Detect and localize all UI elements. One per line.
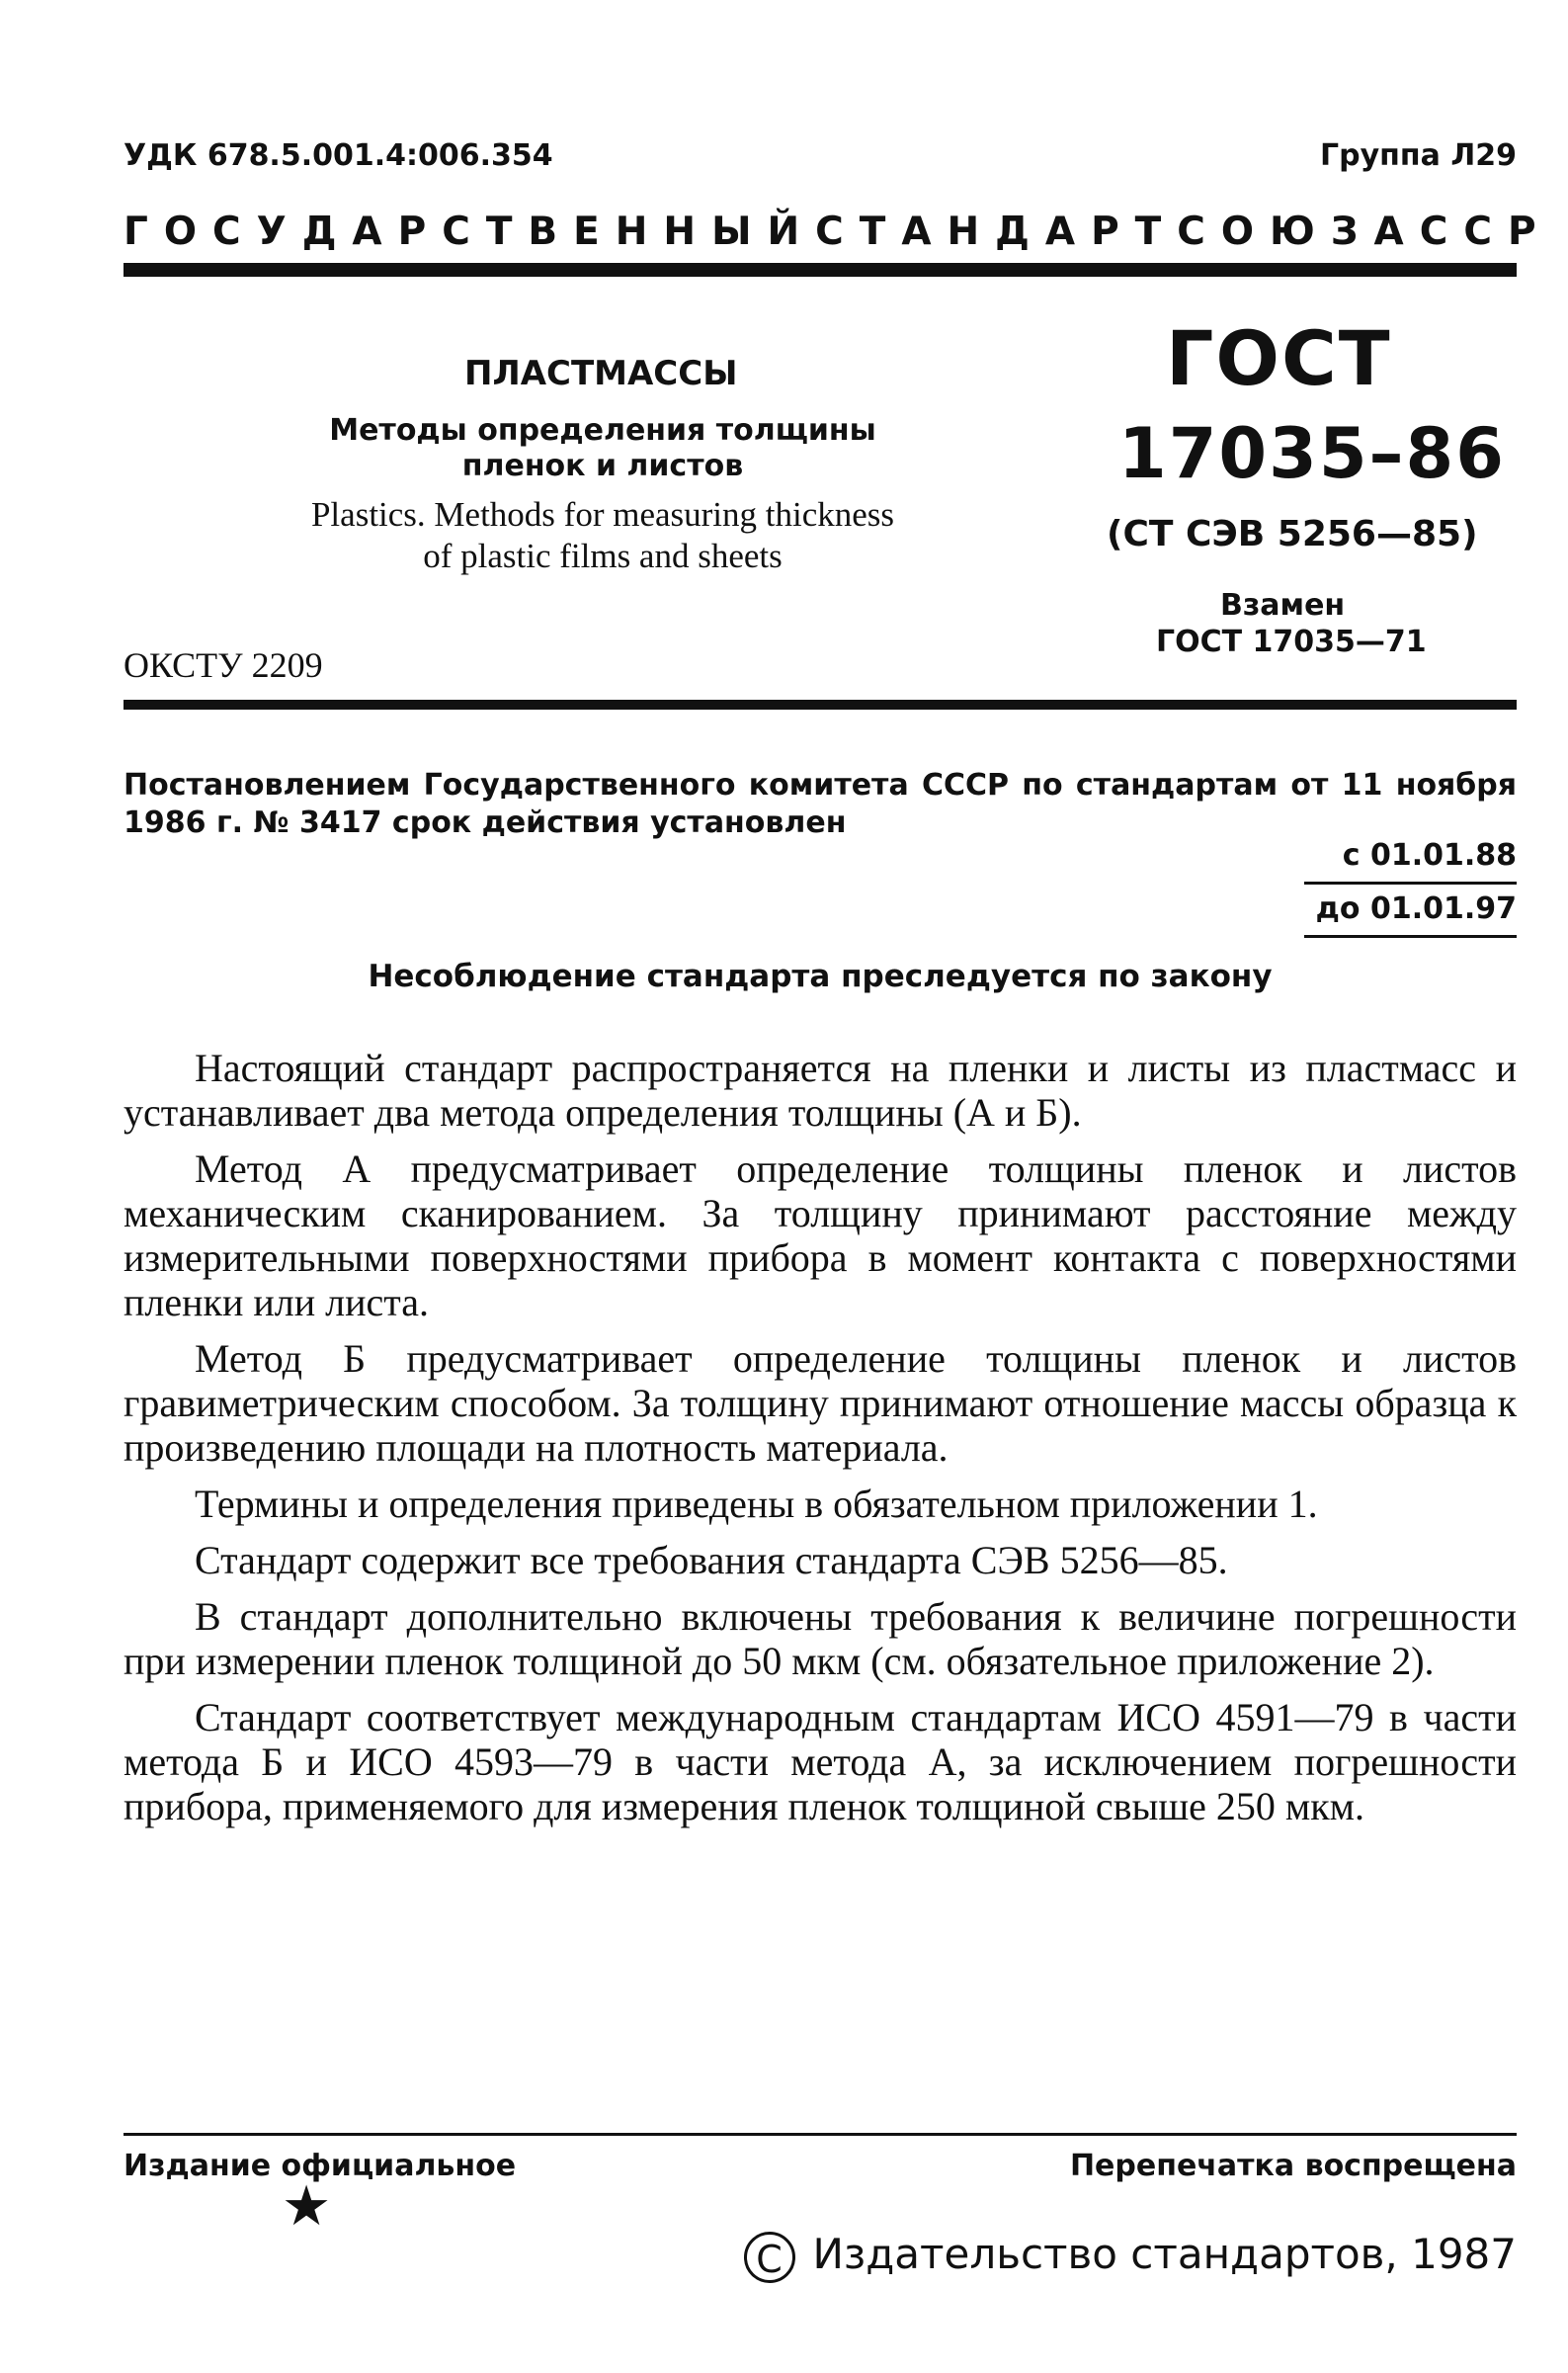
document-title: ПЛАСТМАССЫ (464, 354, 738, 393)
english-title (217, 494, 988, 577)
udk-code: УДК 678.5.001.4:006.354 (124, 138, 553, 173)
subtitle-line: пленок и листов (461, 449, 744, 483)
state-standard-word: ССР (1419, 210, 1552, 254)
subtitle-line: Методы определения толщины (329, 413, 876, 448)
edition-label: Издание официальное (124, 2149, 517, 2183)
date-rule (1304, 882, 1517, 885)
gost-number: 17035–86 (1118, 413, 1506, 494)
date-rule (1304, 935, 1517, 938)
replaces-label: Взамен (1220, 588, 1346, 623)
header-rule (124, 263, 1517, 277)
group-code: Группа Л29 (1320, 138, 1517, 173)
state-standard-word: ГОСУДАРСТВЕННЫЙ (124, 210, 816, 254)
body-text (124, 1046, 1517, 1840)
body-paragraph: Стандарт соответствует международным стандартам ИСО 4591—79 в части метода Б и ИСО 4593—79 в части метода А, за исключением погрешности прибора, применяемого для измерения пленок толщиной свыше 250 мкм. (124, 1695, 1517, 1828)
body-paragraph: В стандарт дополнительно включены требования к величине погрешности при измерении пленок толщиной до 50 мкм (см. обязательное приложение 2). (124, 1594, 1517, 1683)
copyright-icon: C (744, 2232, 795, 2283)
title-rule (124, 700, 1517, 710)
body-paragraph: Термины и определения приведены в обязательном приложении 1. (195, 1482, 1318, 1526)
date-to: до 01.01.97 (1315, 891, 1517, 926)
footer-rule (124, 2133, 1517, 2136)
body-paragraph: Метод Б предусматривает определение толщины пленок и листов гравиметрическим способом. За толщину принимают отношение массы образца к произведению площади на плотность материала. (124, 1336, 1517, 1470)
legal-warning: Несоблюдение стандарта преследуется по закону (368, 959, 1273, 994)
state-standard-word: СТАНДАРТ (815, 210, 1178, 254)
reprint-notice: Перепечатка воспрещена (1069, 2149, 1517, 2183)
english-title-line: of plastic films and sheets (423, 537, 783, 575)
english-title-line: Plastics. Methods for measuring thickness (310, 495, 895, 534)
okstu-code: ОКСТУ 2209 (124, 645, 323, 685)
document-subtitle (316, 413, 889, 484)
publisher-name: Издательство стандартов, 1987 (812, 2230, 1517, 2278)
state-standard-word: СОЮЗА (1177, 210, 1420, 254)
state-standard-line (124, 210, 1552, 254)
body-paragraph: Стандарт содержит все требования стандарта СЭВ 5256—85. (195, 1538, 1228, 1582)
replaces-gost: ГОСТ 17035—71 (1156, 625, 1427, 659)
date-from: с 01.01.88 (1342, 838, 1517, 873)
body-paragraph: Настоящий стандарт распространяется на пленки и листы из пластмасс и устанавливает два метода определения толщины (А и Б). (124, 1046, 1517, 1135)
sev-reference: (СТ СЭВ 5256—85) (1107, 514, 1478, 554)
gost-label: ГОСТ (1166, 314, 1392, 402)
decree-text: Постановлением Государственного комитета СССР по стандартам от 11 ноября 1986 г. № 3417 срок действия установлен (124, 768, 1517, 840)
star-icon: ★ (282, 2176, 332, 2238)
publisher-line (744, 2230, 1517, 2283)
body-paragraph: Метод А предусматривает определение толщины пленок и листов механическим сканированием. За толщину принимают расстояние между измерительными поверхностями прибора в момент контакта с поверхностями пленки или листа. (124, 1146, 1517, 1324)
